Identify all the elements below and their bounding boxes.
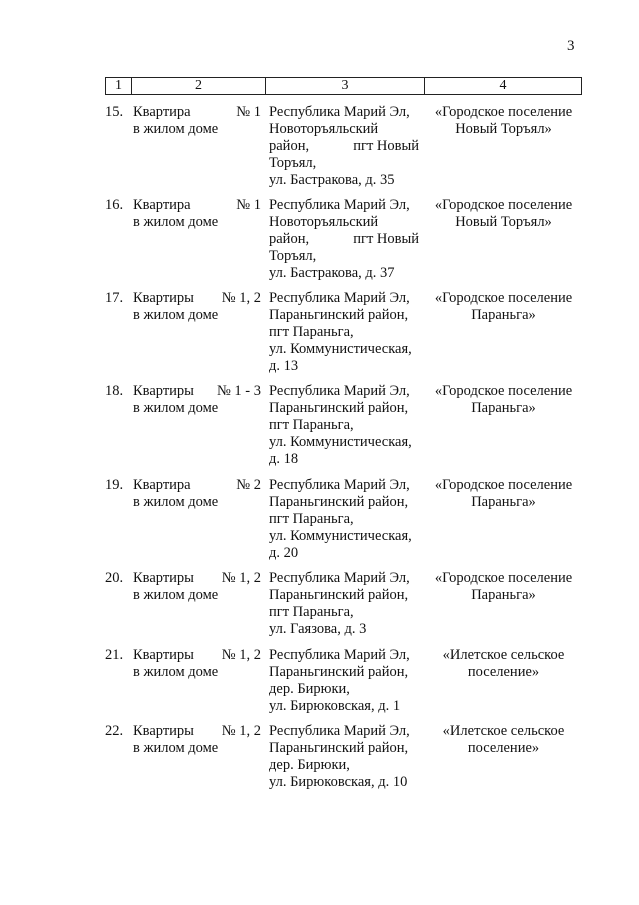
- table-row: [105, 290, 582, 375]
- address-line: Республика Марий Эл,: [269, 570, 410, 586]
- address-line: Новоторъяльский: [269, 121, 379, 137]
- object-numbers: № 1: [236, 104, 261, 120]
- table-row: [105, 647, 582, 715]
- object-type-line: [133, 197, 265, 214]
- object-type-line: [133, 104, 265, 121]
- address-line: ул. Коммунистическая,: [269, 341, 412, 357]
- object-location: в жилом доме: [133, 307, 219, 323]
- object-type: Квартиры: [133, 383, 194, 399]
- municipality-line: «Городское поселение: [434, 570, 573, 586]
- address: [265, 647, 425, 715]
- object-numbers: № 1, 2: [221, 570, 261, 586]
- address-line: ул. Коммунистическая,: [269, 528, 412, 544]
- table-header-row: [105, 77, 582, 95]
- address-line: Параньгинский район,: [269, 494, 409, 510]
- object-type-line: [133, 647, 265, 664]
- object-numbers: № 1: [236, 197, 261, 213]
- municipality-line: Параньга»: [471, 307, 536, 323]
- address: [265, 723, 425, 791]
- address-line: д. 18: [269, 451, 299, 467]
- object-type: Квартира: [133, 197, 191, 213]
- address-line: Республика Марий Эл,: [269, 723, 410, 739]
- page-number: 3: [567, 38, 575, 54]
- address-line: Республика Марий Эл,: [269, 197, 410, 213]
- address-line: Новоторъяльский: [269, 214, 379, 230]
- object-location: в жилом доме: [133, 587, 219, 603]
- address-line: пгт Параньга,: [269, 604, 354, 620]
- address-line: Параньгинский район,: [269, 740, 409, 756]
- municipality-line: Параньга»: [471, 587, 536, 603]
- address-line: Республика Марий Эл,: [269, 647, 410, 663]
- address-line: Республика Марий Эл,: [269, 477, 410, 493]
- object-name: [133, 647, 265, 715]
- object-type: Квартиры: [133, 290, 194, 306]
- table-row: [105, 723, 582, 791]
- municipality: [425, 290, 582, 375]
- object-location: в жилом доме: [133, 664, 219, 680]
- address-line: Республика Марий Эл,: [269, 104, 410, 120]
- header-col-3: 3: [266, 78, 425, 94]
- object-type: Квартиры: [133, 723, 194, 739]
- address-line: ул. Бастракова, д. 37: [269, 265, 395, 281]
- address-line: Параньгинский район,: [269, 400, 409, 416]
- object-type: Квартира: [133, 104, 191, 120]
- municipality: [425, 104, 582, 189]
- address-line: Торъял,: [269, 248, 317, 264]
- object-type: Квартира: [133, 477, 191, 493]
- address-line: Торъял,: [269, 155, 317, 171]
- address: [265, 104, 425, 189]
- municipality-line: поселение»: [467, 664, 540, 680]
- row-number: 22.: [105, 723, 124, 739]
- row-number: 16.: [105, 197, 124, 213]
- address-word: район,: [269, 231, 310, 247]
- row-number: 20.: [105, 570, 124, 586]
- object-location: в жилом доме: [133, 214, 219, 230]
- object-numbers: № 2: [236, 477, 261, 493]
- address-line: ул. Бирюковская, д. 1: [269, 698, 401, 714]
- address-line: Параньгинский район,: [269, 307, 409, 323]
- object-location: в жилом доме: [133, 400, 219, 416]
- address-line: ул. Гаязова, д. 3: [269, 621, 367, 637]
- address-line: ул. Бастракова, д. 35: [269, 172, 395, 188]
- object-location: в жилом доме: [133, 121, 219, 137]
- row-number: 18.: [105, 383, 124, 399]
- object-type-line: [133, 570, 265, 587]
- object-type-line: [133, 290, 265, 307]
- address-line: дер. Бирюки,: [269, 757, 350, 773]
- municipality-line: «Илетское сельское: [442, 723, 565, 739]
- header-col-2: 2: [132, 78, 266, 94]
- municipality: [425, 570, 582, 638]
- header-col-4: 4: [499, 78, 507, 93]
- address-line: [269, 138, 425, 155]
- municipality-line: «Городское поселение: [434, 104, 573, 120]
- table-row: [105, 104, 582, 189]
- object-type-line: [133, 383, 265, 400]
- object-name: [133, 197, 265, 282]
- row-number: 17.: [105, 290, 124, 306]
- address-line: д. 20: [269, 545, 299, 561]
- municipality: [425, 477, 582, 562]
- address-line: Параньгинский район,: [269, 664, 409, 680]
- address-line: Республика Марий Эл,: [269, 383, 410, 399]
- address: [265, 290, 425, 375]
- address: [265, 570, 425, 638]
- address: [265, 477, 425, 562]
- address-line: пгт Параньга,: [269, 324, 354, 340]
- address-line: ул. Бирюковская, д. 10: [269, 774, 408, 790]
- object-type-line: [133, 477, 265, 494]
- address: [265, 197, 425, 282]
- municipality-line: «Городское поселение: [434, 290, 573, 306]
- object-location: в жилом доме: [133, 494, 219, 510]
- object-numbers: № 1, 2: [221, 290, 261, 306]
- municipality-line: «Городское поселение: [434, 383, 573, 399]
- municipality-line: Параньга»: [471, 494, 536, 510]
- address: [265, 383, 425, 468]
- address-line: Республика Марий Эл,: [269, 290, 410, 306]
- row-number: 15.: [105, 104, 124, 120]
- object-name: [133, 290, 265, 375]
- object-type-line: [133, 723, 265, 740]
- municipality: [425, 723, 582, 791]
- address-word: район,: [269, 138, 310, 154]
- header-col-1: 1: [106, 78, 132, 94]
- municipality-line: «Илетское сельское: [442, 647, 565, 663]
- table-row: [105, 570, 582, 638]
- object-name: [133, 477, 265, 562]
- object-numbers: № 1, 2: [221, 723, 261, 739]
- municipality-line: поселение»: [467, 740, 540, 756]
- address-line: д. 13: [269, 358, 299, 374]
- municipality-line: Новый Торъял»: [455, 214, 552, 230]
- municipality-line: «Городское поселение: [434, 477, 573, 493]
- object-location: в жилом доме: [133, 740, 219, 756]
- municipality-line: Параньга»: [471, 400, 536, 416]
- object-numbers: № 1 - 3: [216, 383, 261, 399]
- object-name: [133, 383, 265, 468]
- row-number: 19.: [105, 477, 124, 493]
- object-type: Квартиры: [133, 570, 194, 586]
- address-line: Параньгинский район,: [269, 587, 409, 603]
- address-line: дер. Бирюки,: [269, 681, 350, 697]
- municipality: [425, 647, 582, 715]
- address-line: ул. Коммунистическая,: [269, 434, 412, 450]
- object-name: [133, 104, 265, 189]
- table-row: [105, 477, 582, 562]
- object-numbers: № 1, 2: [221, 647, 261, 663]
- address-line: пгт Параньга,: [269, 417, 354, 433]
- object-name: [133, 723, 265, 791]
- address-word: пгт Новый: [353, 231, 419, 247]
- address-word: пгт Новый: [353, 138, 419, 154]
- object-type: Квартиры: [133, 647, 194, 663]
- municipality-line: «Городское поселение: [434, 197, 573, 213]
- municipality: [425, 197, 582, 282]
- municipality-line: Новый Торъял»: [455, 121, 552, 137]
- table-row: [105, 197, 582, 282]
- address-line: пгт Параньга,: [269, 511, 354, 527]
- address-line: [269, 231, 425, 248]
- row-number: 21.: [105, 647, 124, 663]
- object-name: [133, 570, 265, 638]
- municipality: [425, 383, 582, 468]
- table-row: [105, 383, 582, 468]
